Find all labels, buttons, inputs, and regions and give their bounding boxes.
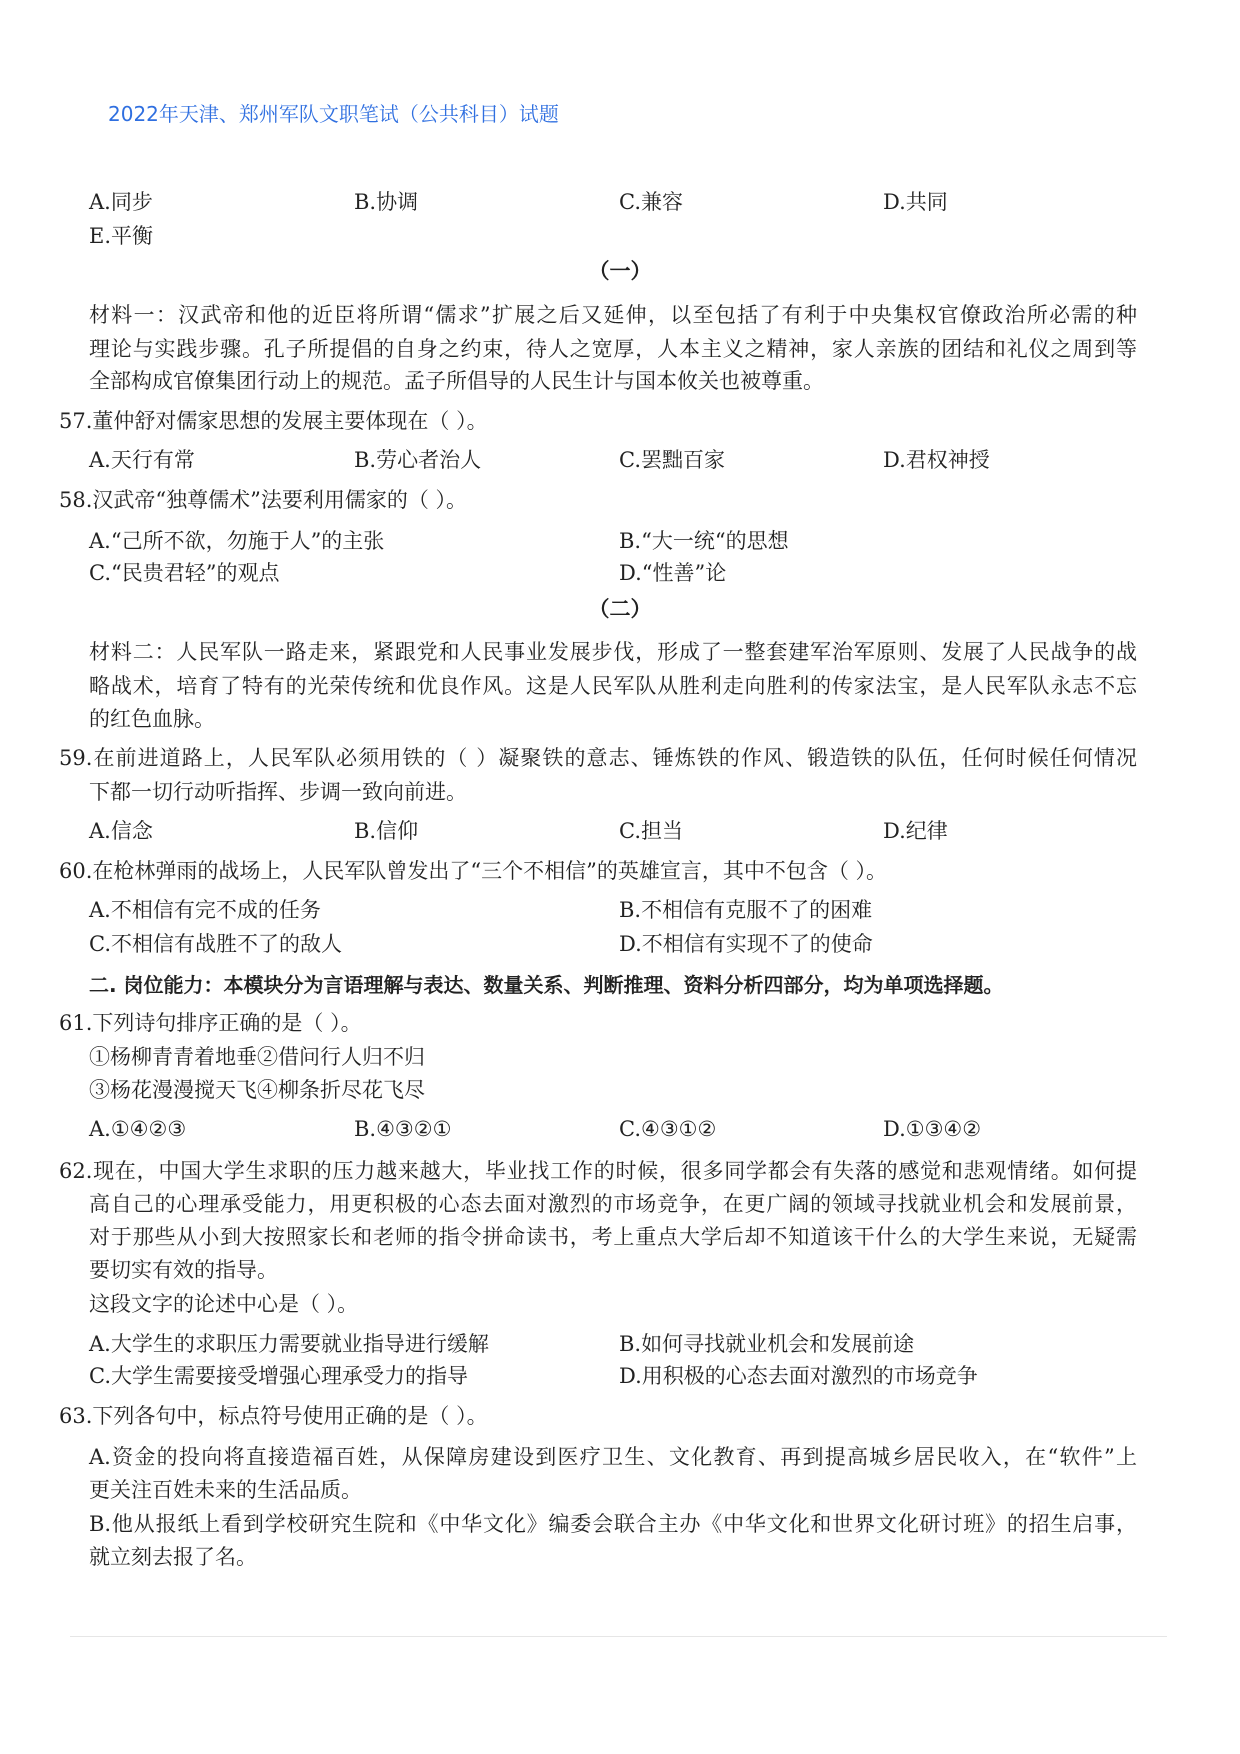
option-b-cont: 就立刻去报了名。 <box>89 1545 257 1569</box>
option-d: D.不相信有实现不了的使命 <box>619 932 873 956</box>
question-62-prompt: 这段文字的论述中心是（ ）。 <box>89 1292 359 1316</box>
question-62-stem: 62.现在，中国大学生求职的压力越来越大，毕业找工作的时候，很多同学都会有失落的感觉和悲观情绪。如何提 <box>59 1159 1137 1183</box>
option-d: D.“性善”论 <box>619 561 727 585</box>
material-line: 略战术，培育了特有的光荣传统和优良作风。这是人民军队从胜利走向胜利的传家法宝，是人民军队永志不忘 <box>89 674 1137 698</box>
option-d: D.共同 <box>883 190 948 214</box>
option-b: B.他从报纸上看到学校研究生院和《中华文化》编委会联合主办《中华文化和世界文化研讨班》的招生启事， <box>89 1512 1137 1536</box>
question-62-stem-cont: 高自己的心理承受能力，用更积极的心态去面对激烈的市场竞争，在更广阔的领域寻找就业机会和发展前景， <box>89 1192 1137 1216</box>
material-line: 理论与实践步骤。孔子所提倡的自身之约束，待人之宽厚，人本主义之精神，家人亲族的团结和礼仪之周到等 <box>89 337 1137 361</box>
option-c: C.“民贵君轻”的观点 <box>89 561 280 585</box>
option-c: C.④③①② <box>619 1117 717 1141</box>
option-a: A.资金的投向将直接造福百姓，从保障房建设到医疗卫生、文化教育、再到提高城乡居民收入，在“软件”上 <box>89 1445 1137 1469</box>
material-line: 全部构成官僚集团行动上的规范。孟子所倡导的人民生计与国本攸关也被尊重。 <box>89 369 824 393</box>
option-d: D.纪律 <box>883 819 948 843</box>
question-62-stem-cont: 要切实有效的指导。 <box>89 1258 278 1282</box>
option-a: A.天行有常 <box>89 448 195 472</box>
option-b: B.④③②① <box>354 1117 452 1141</box>
option-e: E.平衡 <box>89 224 154 248</box>
option-a: A.“己所不欲，勿施于人”的主张 <box>89 529 385 553</box>
section-heading: （一） <box>588 258 652 283</box>
option-b: B.信仰 <box>354 819 419 843</box>
option-c: C.不相信有战胜不了的敌人 <box>89 932 342 956</box>
option-a: A.大学生的求职压力需要就业指导进行缓解 <box>89 1332 489 1356</box>
option-a: A.①④②③ <box>89 1117 187 1141</box>
material-line: 的红色血脉。 <box>89 707 215 731</box>
option-d: D.用积极的心态去面对激烈的市场竞争 <box>619 1364 978 1388</box>
material-line: 材料一：汉武帝和他的近臣将所谓“儒求”扩展之后又延伸，以至包括了有利于中央集权官僚政治所必需的种 <box>89 303 1137 327</box>
question-58-stem: 58.汉武帝“独尊儒术”法要利用儒家的（ ）。 <box>59 488 468 512</box>
option-b: B.劳心者治人 <box>354 448 482 472</box>
part-heading: 二. 岗位能力：本模块分为言语理解与表达、数量关系、判断推理、资料分析四部分，均为单项选择题。 <box>89 973 1004 997</box>
option-c: C.大学生需要接受增强心理承受力的指导 <box>89 1364 468 1388</box>
section-heading: （二） <box>588 596 652 621</box>
question-57-stem: 57.董仲舒对儒家思想的发展主要体现在（ ）。 <box>59 409 488 433</box>
question-60-stem: 60.在枪林弹雨的战场上，人民军队曾发出了“三个不相信”的英雄宣言，其中不包含（ ）。 <box>59 859 888 883</box>
document-title: 2022年天津、郑州军队文职笔试（公共科目）试题 <box>108 102 559 126</box>
question-62-stem-cont: 对于那些从小到大按照家长和老师的指令拼命读书，考上重点大学后却不知道该干什么的大学生来说，无疑需 <box>89 1225 1137 1249</box>
option-d: D.君权神授 <box>883 448 990 472</box>
option-b: B.“大一统“的思想 <box>619 529 789 553</box>
option-a: A.信念 <box>89 819 153 843</box>
option-b: B.如何寻找就业机会和发展前途 <box>619 1332 915 1356</box>
option-b: B.协调 <box>354 190 419 214</box>
material-line: 材料二：人民军队一路走来，紧跟党和人民事业发展步伐，形成了一整套建军治军原则、发展了人民战争的战 <box>89 640 1137 664</box>
option-c: C.担当 <box>619 819 683 843</box>
question-63-stem: 63.下列各句中，标点符号使用正确的是（ ）。 <box>59 1404 488 1428</box>
poem-line: ①杨柳青青着地垂②借问行人归不归 <box>89 1045 425 1069</box>
option-b: B.不相信有克服不了的困难 <box>619 898 873 922</box>
question-61-stem: 61.下列诗句排序正确的是（ ）。 <box>59 1011 362 1035</box>
option-a: A.不相信有完不成的任务 <box>89 898 321 922</box>
option-c: C.兼容 <box>619 190 683 214</box>
option-a: A.同步 <box>89 190 153 214</box>
footer-divider <box>70 1636 1167 1637</box>
poem-line: ③杨花漫漫搅天飞④柳条折尽花飞尽 <box>89 1078 425 1102</box>
option-c: C.罢黜百家 <box>619 448 725 472</box>
option-a-cont: 更关注百姓未来的生活品质。 <box>89 1478 362 1502</box>
question-59-stem-cont: 下都一切行动听指挥、步调一致向前进。 <box>89 780 467 804</box>
option-d: D.①③④② <box>883 1117 982 1141</box>
question-59-stem: 59.在前进道路上，人民军队必须用铁的（ ）凝聚铁的意志、锤炼铁的作风、锻造铁的队伍，任何时候任何情况 <box>59 746 1137 770</box>
